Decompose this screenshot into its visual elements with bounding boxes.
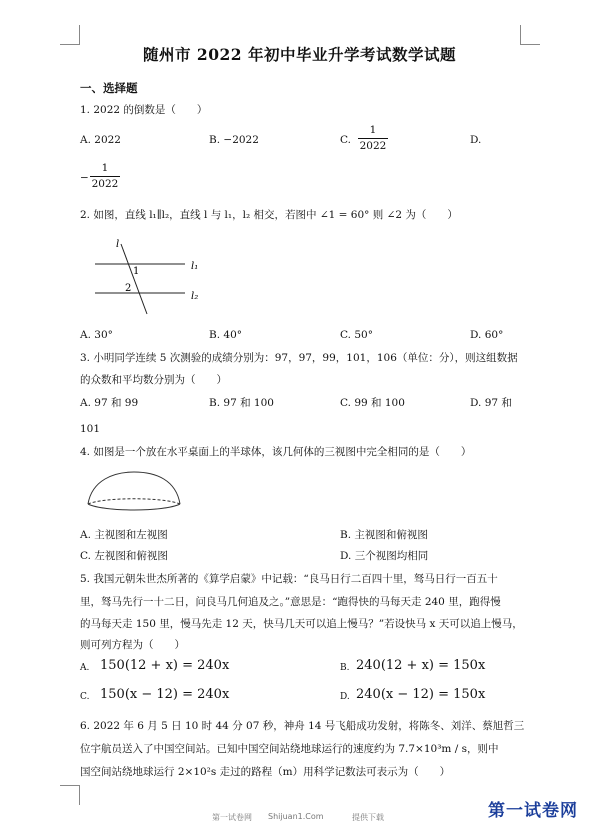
q4-option-b: B. 主视图和俯视图: [340, 529, 428, 541]
q1-option-b: B. −2022: [209, 134, 259, 146]
q3-option-d-continued: 101: [80, 423, 101, 435]
q4-option-a: A. 主视图和左视图: [80, 529, 168, 541]
question-6-line-3: 国空间站绕地球运行 2×10²s 走过的路程（m）用科学记数法可表示为（ ）: [80, 766, 451, 778]
fraction-denominator: 2022: [359, 140, 387, 152]
footer-download[interactable]: 提供下载: [352, 813, 384, 822]
section-heading: 一、选择题: [80, 81, 138, 95]
fraction-numerator: 1: [101, 162, 109, 174]
crop-mark-bottom-left: [79, 785, 80, 805]
q1-option-c-label: C.: [340, 134, 351, 146]
q1-option-a: A. 2022: [80, 134, 121, 146]
q5-option-d-label: D.: [340, 692, 350, 702]
question-4: 4. 如图是一个放在水平桌面上的半球体，该几何体的三视图中完全相同的是（ ）: [80, 446, 472, 458]
fraction-numerator: 1: [369, 124, 377, 136]
fraction-bar: [90, 176, 120, 177]
hemisphere-base-back: [88, 499, 180, 504]
q5-option-a: 150(12 + x) = 240x: [100, 658, 230, 673]
q5-option-c: 150(x − 12) = 240x: [100, 687, 230, 702]
q1-option-d-label: D.: [470, 134, 482, 146]
question-6-line-1: 6. 2022 年 6 月 5 日 10 时 44 分 07 秒，神舟 14 号飞船成功发射，将陈冬、刘洋、蔡旭哲三: [80, 720, 525, 732]
crop-mark-bottom-left: [60, 785, 80, 786]
label-l2: l₂: [191, 291, 199, 302]
question-3-line-2: 的众数和平均数分别为（ ）: [80, 374, 227, 386]
footer-site-url[interactable]: Shijuan1.Com: [268, 812, 324, 821]
question-5-line-4: 则可列方程为（ ）: [80, 639, 185, 651]
q4-option-d: D. 三个视图均相同: [340, 550, 429, 562]
watermark-logo: 第一试卷网: [488, 801, 578, 821]
q1-option-c-fraction: [358, 124, 388, 153]
crop-mark-top-right: [520, 25, 521, 45]
line-l: [121, 244, 147, 314]
q2-figure: [85, 236, 215, 316]
question-5-line-3: 的马每天走 150 里，慢马先走 12 天，快马几天可以追上慢马？”若设快马 x 天可以追上慢马，: [80, 618, 523, 630]
q3-option-b: B. 97 和 100: [209, 397, 274, 409]
question-6-line-2: 位宇航员送入了中国空间站。已知中国空间站绕地球运行的速度约为 7.7×10³m / s，则中: [80, 743, 499, 755]
q2-option-c: C. 50°: [340, 329, 373, 341]
q5-option-a-label: A.: [80, 663, 90, 673]
question-5-line-1: 5. 我国元朝朱世杰所著的《算学启蒙》中记载：“良马日行二百四十里，驽马日行一百五十: [80, 573, 498, 585]
q2-option-b: B. 40°: [209, 329, 243, 341]
page-title: 随州市 2022 年初中毕业升学考试数学试题: [143, 45, 456, 64]
question-5-line-2: 里，驽马先行一十二日，问良马几何追及之。”意思是：“跑得快的马每天走 240 里，跑得慢: [80, 596, 501, 608]
q4-hemisphere-figure: [84, 466, 184, 516]
label-angle-2: 2: [125, 283, 132, 294]
q3-option-d: D. 97 和: [470, 397, 512, 409]
q2-option-a: A. 30°: [80, 329, 113, 341]
q5-option-b: 240(12 + x) = 150x: [356, 658, 486, 673]
q5-option-d: 240(x − 12) = 150x: [356, 687, 486, 702]
q3-option-a: A. 97 和 99: [80, 397, 139, 409]
label-angle-1: 1: [133, 266, 140, 277]
fraction-bar: [358, 138, 388, 139]
q1-option-d-fraction: [90, 162, 120, 191]
label-l: l: [116, 239, 120, 250]
hemisphere-base-front: [88, 504, 180, 510]
question-2: 2. 如图，直线 l₁∥l₂，直线 l 与 l₁，l₂ 相交，若图中 ∠1 = 60° 则 ∠2 为（ ）: [80, 209, 458, 221]
fraction-denominator: 2022: [91, 178, 119, 190]
q5-option-b-label: B.: [340, 663, 350, 673]
q1-option-d-minus: −: [80, 172, 89, 184]
q5-option-c-label: C.: [80, 692, 90, 702]
q4-option-c: C. 左视图和俯视图: [80, 550, 168, 562]
crop-mark-top-left: [79, 25, 80, 45]
question-1: 1. 2022 的倒数是（ ）: [80, 104, 208, 116]
label-l1: l₁: [191, 261, 199, 272]
q2-option-d: D. 60°: [470, 329, 504, 341]
question-3-line-1: 3. 小明同学连续 5 次测验的成绩分别为：97，97，99，101，106（单位：分），则这组数据: [80, 352, 518, 364]
footer-site-name: 第一试卷网: [212, 813, 252, 822]
q3-option-c: C. 99 和 100: [340, 397, 405, 409]
